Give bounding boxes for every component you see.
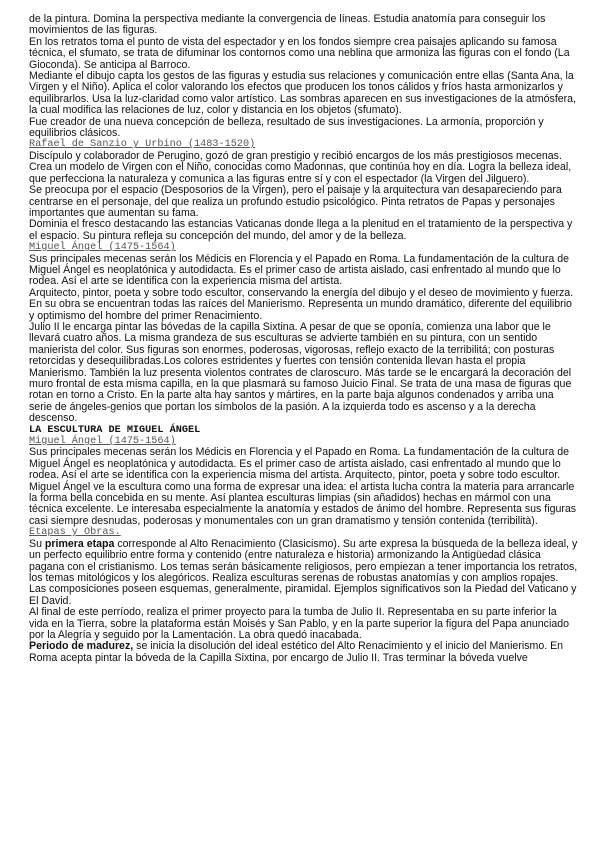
paragraph-maturity xyxy=(29,641,578,664)
paragraph-sculpture-patrons: Sus principales mecenas serán los Médicis en Florencia y el Papado en Roma. La fundamentación de la cultura de Miguel Ángel es neoplatónica y autodidacta. Es el primer caso de artista aislado, casi enfrentado al mundo que lo rodea. Así el arte se identifica con la experiencia misma del artista. Arquitecto, pintor, poeta y sobre todo escultor. xyxy=(29,446,569,482)
paragraph-rafael-fresco: Dominia el fresco destacando las estancias Vaticanas donde llega a la plenitud en el tratamiento de la perspectiva y el espacio. Su pintura refleja su concepción del mundo, del amor y de la belleza. xyxy=(29,218,573,242)
paragraph-rafael-madonnas: Discípulo y colaborador de Perugino, gozó de gran prestigio y recibió encargos de los más prestigiosos mecenas. Crea un modelo de Virgen con el Niño, conocidas como Madonnas, que continúa hoy en día. Logra la belleza ideal, que perfecciona la naturaleza y comunica a las figuras entre sí y con el espectador (la Virgen del Jilguero). xyxy=(29,149,572,185)
paragraph-leonardo-technique: de la pintura. Domina la perspectiva mediante la convergencia de líneas. Estudia anatomía para conseguir los movimientos de las figuras. xyxy=(29,13,546,37)
section-heading-stages: Etapas y Obras. xyxy=(29,527,121,539)
paragraph-sculpture-idea: Miguel Ángel ve la escultura como una forma de expresar una idea: el artista lucha contra la materia para arrancarle la forma bella concebida en su mente. Así plantea esculturas limpias (sin añadidos) hechas en mármol con una técnica excelente. Le interesaba especialmente la anatomía y estados de ánimo del hombre. Representa sus figuras casi siempre desnudas, poderosas y monumentales con un gran dramatismo y tensión contenida (terribilità). xyxy=(29,480,577,527)
paragraph-leonardo-beauty: Fue creador de una nueva concepción de belleza, resultado de sus investigaciones. La armonía, proporción y equilibrios clásicos. xyxy=(29,115,544,140)
paragraph-leonardo-sfumato: En los retratos toma el punto de vista del espectador y en los fondos siempre crea paisajes aplicando su famosa técnica, el sfumato, se trata de difuminar los contornos como una neblina que armoniza las figuras con el fondo (La Gioconda). Se anticipa al Barroco. xyxy=(29,35,570,71)
maturity-bold: Periodo de madurez, xyxy=(29,640,134,653)
paragraph-rafael-space: Se preocupa por el espacio (Desposorios de la Virgen), pero el paisaje y la arquitectura van desapareciendo para centrarse en el personaje, del que realiza un profundo estudio psicológico. Pinta retratos de Papas y personajes importantes que aumentan su fama. xyxy=(29,184,562,219)
paragraph-miguel-angel-patrons: Sus principales mecenas serán los Médicis en Florencia y el Papado en Roma. La fundamentación de la cultura de Miguel Ángel es neoplatónica y autodidacta. Es el primer caso de artista aislado, casi enfrentado al mundo que lo rodea. Así el arte se identifica con la experiencia misma del artista. xyxy=(29,252,569,288)
first-stage-text: corresponde al Alto Renacimiento (Clasicismo). Su arte expresa la búsqueda de la belleza ideal, y un perfecto equilibrio entre forma y contenido (entre naturaleza e historia) armonizando la Antigüedad clásica pagana con el cristianismo. Los temas serán básicamente religiosos, pero empiezan a tener importancia los retratos, los temas mitológicos y los alegóricos. Realiza esculturas serenas de robustas anatomías y con amplios ropajes. Las composiciones poseen esquemas, generalmente, piramidal. Ejemplos significativos son la Piedad del Vaticano y El David. xyxy=(29,537,578,607)
paragraph-miguel-angel-mannerism: Arquitecto, pintor, poeta y sobre todo escultor, conservando la energía del dibujo y el deseo de movimiento y fuerza. En su obra se encuentran todas las raíces del Manierismo. Representa un mundo dramático, diferente del equilibrio y optimismo del hombre del primer Renacimiento. xyxy=(29,286,574,322)
first-stage-prefix: Su xyxy=(29,537,45,550)
paragraph-miguel-angel-sixtine: Julio II le encarga pintar las bóvedas de la capilla Sixtina. A pesar de que se oponía, comienza una labor que le llevará cuatro años. La misma grandeza de sus esculturas se advierte también en su pintura, con un sentido manierista del color. Sus figuras son enormes, poderosas, vigorosas, reflejo exacto de la terribilitá; con posturas retorcidas y desequilibradas.Los colores estridentes y fuertes con tensión contenida llevan hasta el propia Manierismo. También la luz presenta violentos contrates de claroscuro. Más tarde se le encargará la decoración del muro frontal de esta misma capilla, en la que plasmará su famoso Juicio Final. Se trata de una masa de figuras que rotan en torno a Cristo. En la parte alta hay santos y mártires, en la parte baja algunos condenados y arriba una serie de ángeles-genios que portan los símbolos de la pasión. A la izquierda todo es ascenso y a la derecha descenso. xyxy=(29,320,572,425)
paragraph-leonardo-drawing: Mediante el dibujo capta los gestos de las figuras y estudia sus relaciones y comunicación entre ellas (Santa Ana, la Virgen y el Niño). Aplica el color valorando los efectos que producen los tonos cálidos y fríos hasta armonizarlos y equilibrarlos. Usa la luz-claridad como valor artístico. Las sombras aparecen en sus investigaciones de la atmósfera, la cual modifica las relaciones de luz, color y distancia en los objetos (sfumato). xyxy=(29,70,577,117)
maturity-text: se inicia la disolución del ideal estético del Alto Renacimiento y el inicio del Manierismo. En Roma acepta pintar la bóveda de la Capilla Sixtina, por encargo de Julio II. Tras terminar la bóveda vuelve xyxy=(29,640,564,664)
first-stage-bold: primera etapa xyxy=(44,537,115,550)
section-heading-miguel-angel: Miguel Ángel (1475-1564) xyxy=(29,242,176,254)
section-title-sculpture: LA ESCULTURA DE MIGUEL ÁNGEL xyxy=(29,424,201,436)
paragraph-julio-tomb: Al final de este perríodo, realiza el primer proyecto para la tumba de Julio II. Representaba en su parte inferior la vida en la Tierra, sobre la plataforma están Moisés y San Pablo, y en la parte superior la figura del Papa anunciado por la Alegría y seguido por la Lamentación. La obra quedó inacabada. xyxy=(29,606,570,641)
section-heading-miguel-angel-2: Miguel Ángel (1475-1564) xyxy=(29,436,176,448)
paragraph-first-stage xyxy=(29,539,578,607)
section-heading-rafael: Rafael de Sanzio y Urbino (1483-1520) xyxy=(29,139,256,151)
